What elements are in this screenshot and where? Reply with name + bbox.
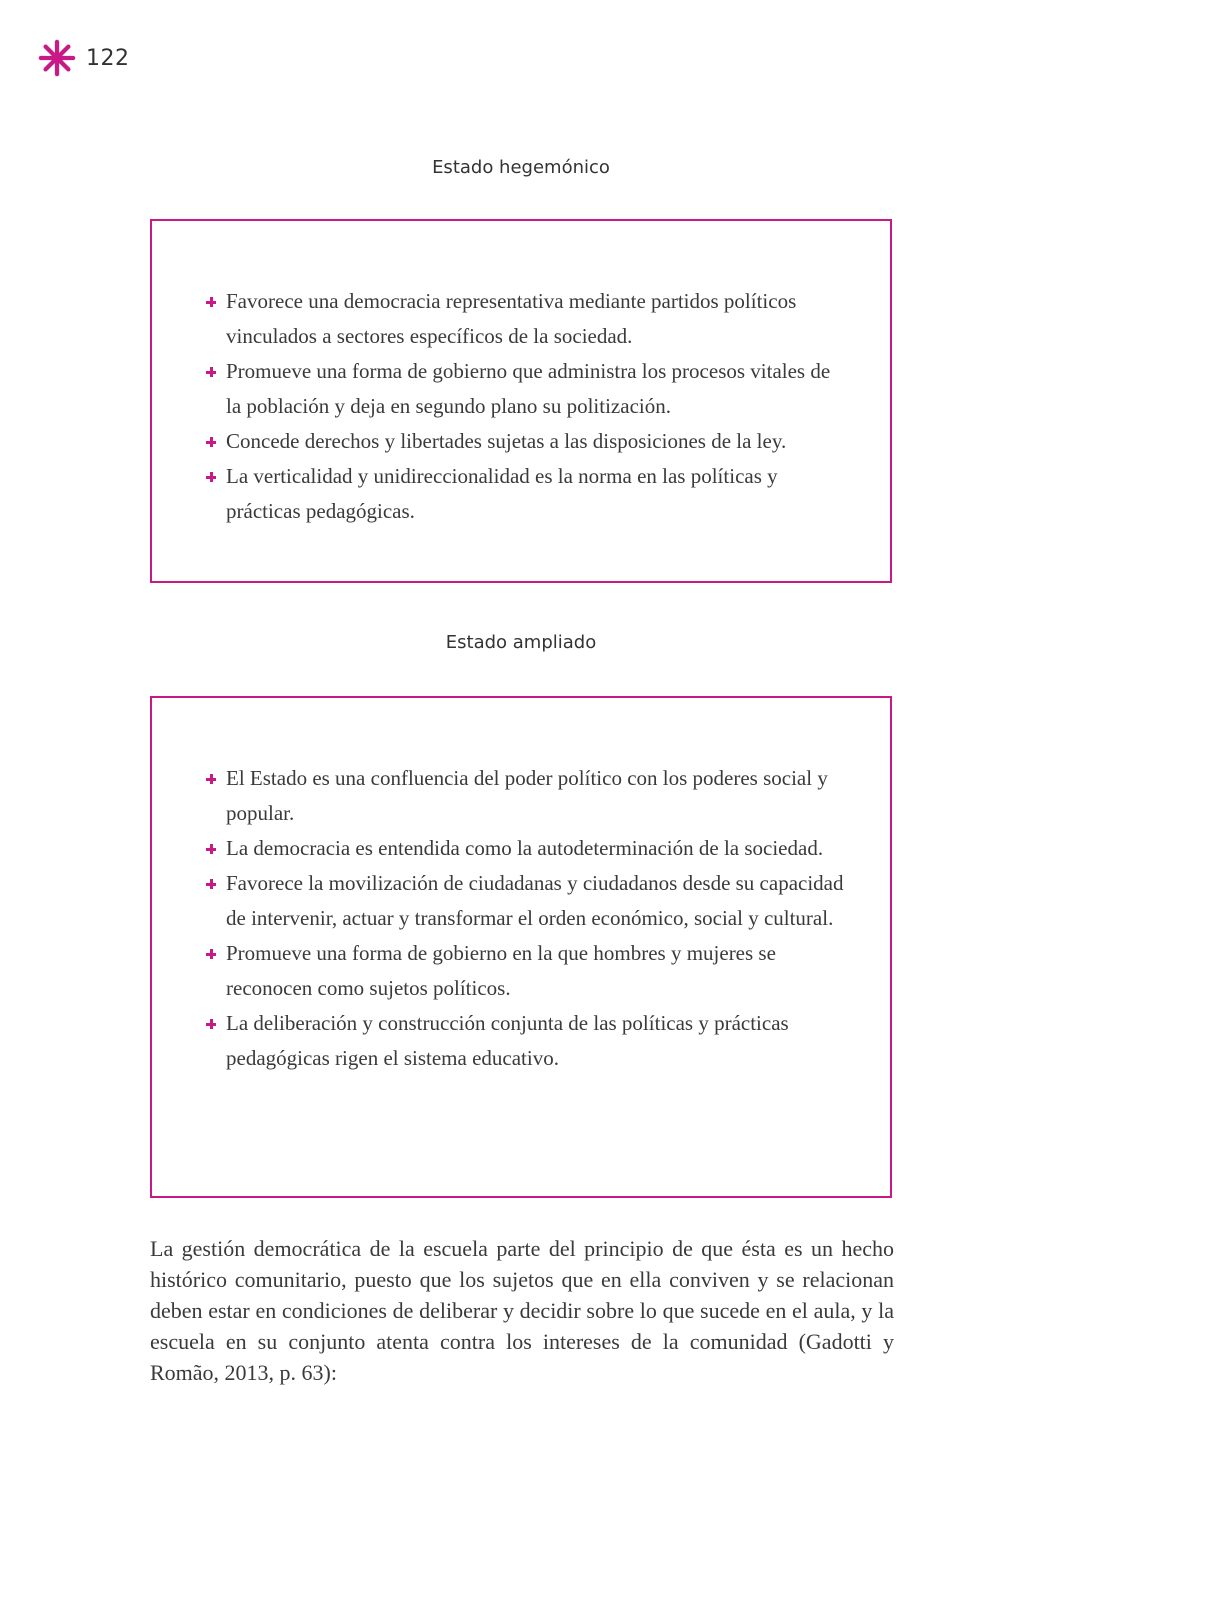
body-paragraph: La gestión democrática de la escuela parte del principio de que ésta es un hecho histórico comunitario, puesto que los sujetos que en ella conviven y se relacionan deben estar en condiciones de deliberar y decidir sobre lo que sucede en el aula, y la escuela en su conjunto atenta contra los intereses de la comunidad (Gadotti y Romão, 2013, p. 63): xyxy=(150,1236,894,1385)
list-item xyxy=(204,936,850,1006)
list-item xyxy=(204,284,850,354)
list-item xyxy=(204,354,850,424)
box-estado-ampliado xyxy=(150,696,892,1198)
box-estado-hegemonico xyxy=(150,219,892,583)
plus-bullet-icon xyxy=(206,297,216,307)
plus-bullet-icon xyxy=(206,367,216,377)
section-title-hegemonico: Estado hegemónico xyxy=(432,157,610,178)
plus-bullet-icon xyxy=(206,949,216,959)
page-header xyxy=(38,38,130,78)
plus-bullet-icon xyxy=(206,437,216,447)
list-item-text: Promueve una forma de gobierno en la que hombres y mujeres se reconocen como sujetos políticos. xyxy=(226,941,776,1000)
list-item-text: La democracia es entendida como la autodeterminación de la sociedad. xyxy=(226,836,824,860)
plus-bullet-icon xyxy=(206,472,216,482)
list-item xyxy=(204,761,850,831)
list-item-text: Promueve una forma de gobierno que administra los procesos vitales de la población y deja en segundo plano su politización. xyxy=(226,359,831,418)
plus-bullet-icon xyxy=(206,844,216,854)
plus-bullet-icon xyxy=(206,879,216,889)
list-item xyxy=(204,459,850,529)
plus-bullet-icon xyxy=(206,774,216,784)
section-title-ampliado: Estado ampliado xyxy=(445,632,597,653)
list-item xyxy=(204,866,850,936)
list-item-text: Favorece la movilización de ciudadanas y ciudadanos desde su capacidad de intervenir, actuar y transformar el orden económico, social y cultural. xyxy=(226,871,844,930)
list-item-text: La deliberación y construcción conjunta de las políticas y prácticas pedagógicas rigen el sistema educativo. xyxy=(226,1011,789,1070)
list-item-text: La verticalidad y unidireccionalidad es la norma en las políticas y prácticas pedagógicas. xyxy=(226,464,778,523)
list-item-text: Favorece una democracia representativa mediante partidos políticos vinculados a sectores específicos de la sociedad. xyxy=(226,289,797,348)
list-hegemonico xyxy=(204,284,850,529)
list-item xyxy=(204,831,850,866)
list-item-text: El Estado es una confluencia del poder político con los poderes social y popular. xyxy=(226,766,828,825)
plus-bullet-icon xyxy=(206,1019,216,1029)
list-item-text: Concede derechos y libertades sujetas a las disposiciones de la ley. xyxy=(226,429,787,453)
asterisk-icon xyxy=(38,39,76,77)
list-item xyxy=(204,1006,850,1076)
page-number: 122 xyxy=(86,45,130,71)
list-ampliado xyxy=(204,761,850,1076)
list-item xyxy=(204,424,850,459)
